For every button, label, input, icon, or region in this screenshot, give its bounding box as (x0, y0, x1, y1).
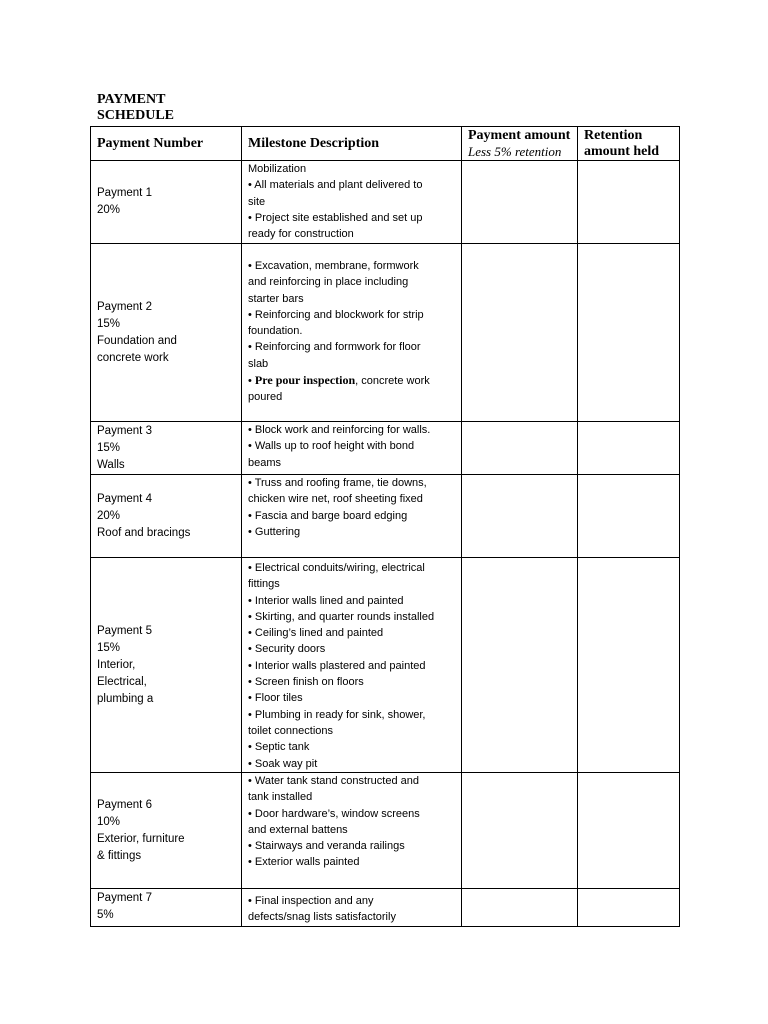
milestone-line: • Ceiling’s lined and painted (248, 627, 384, 640)
header-payment-amount (462, 127, 578, 161)
payment-amount-cell[interactable] (462, 475, 578, 558)
milestone-line: ready for construction (248, 228, 354, 241)
payment-label: Payment 6 (97, 798, 152, 811)
payment-stage: Exterior, furniture (97, 832, 185, 845)
retention-amount-cell[interactable] (578, 244, 680, 422)
milestone-line: foundation. (248, 325, 303, 338)
retention-amount-cell[interactable] (578, 773, 680, 889)
milestone-cell (242, 244, 462, 422)
payment-amount-cell[interactable] (462, 422, 578, 475)
payment-cell (91, 244, 242, 422)
milestone-line: • Floor tiles (248, 692, 303, 705)
payment-stage: Foundation and (97, 334, 177, 347)
payment-percent: 5% (97, 909, 114, 922)
table-row (91, 475, 680, 558)
milestone-line: • Interior walls plastered and painted (248, 659, 426, 672)
payment-amount-cell[interactable] (462, 773, 578, 889)
payment-label: Payment 2 (97, 300, 152, 313)
payment-amount-cell[interactable] (462, 244, 578, 422)
header-milestone-description: Milestone Description (242, 127, 462, 161)
payment-amount-cell[interactable] (462, 161, 578, 244)
pre-pour-inspection: Pre pour inspection (254, 373, 356, 388)
milestone-line: toilet connections (248, 724, 333, 737)
milestone-line: tank installed (248, 791, 313, 804)
payment-label: Payment 7 (97, 892, 152, 905)
payment-amount-cell[interactable] (462, 558, 578, 773)
milestone-line: • Project site established and set up (248, 211, 423, 224)
payment-schedule-table (90, 126, 680, 927)
payment-stage: Walls (97, 458, 125, 471)
header-retention-line-2: amount held (584, 144, 660, 159)
payment-percent: 15% (97, 317, 121, 330)
milestone-line: fittings (248, 578, 280, 591)
payment-stage: Roof and bracings (97, 526, 191, 539)
milestone-line: • Block work and reinforcing for walls. (248, 424, 431, 436)
milestone-line: • Plumbing in ready for sink, shower, (248, 708, 426, 721)
payment-cell (91, 889, 242, 927)
milestone-line: slab (248, 357, 269, 370)
table-row (91, 161, 680, 244)
milestone-line: Mobilization (248, 163, 307, 175)
milestone-line: • Interior walls lined and painted (248, 594, 404, 607)
payment-percent: 20% (97, 204, 121, 216)
payment-stage: Interior, (97, 658, 136, 671)
milestone-line: • All materials and plant delivered to (248, 179, 423, 192)
payment-cell (91, 558, 242, 773)
milestone-line (248, 250, 457, 258)
milestone-line: • Electrical conduits/wiring, electrical (248, 562, 425, 574)
milestone-line: • Reinforcing and blockwork for strip (248, 308, 424, 321)
milestone-line: • Soak way pit (248, 757, 318, 770)
bullet: • (248, 375, 255, 388)
milestone-line: • Skirting, and quarter rounds installed (248, 610, 435, 623)
header-retention-line-1: Retention (584, 128, 643, 143)
retention-amount-cell[interactable] (578, 422, 680, 475)
milestone-cell (242, 773, 462, 889)
milestone-line: • Door hardware’s, window screens (248, 807, 420, 820)
milestone-line-inspection (248, 372, 457, 389)
milestone-cell (242, 889, 462, 927)
payment-stage: concrete work (97, 351, 169, 364)
payment-stage: & fittings (97, 849, 142, 862)
table-row (91, 422, 680, 475)
milestone-line: • Water tank stand constructed and (248, 775, 419, 787)
title-line-2: SCHEDULE (97, 108, 175, 123)
milestone-line: • Walls up to roof height with bond (248, 440, 415, 453)
payment-percent: 15% (97, 641, 121, 654)
retention-amount-cell[interactable] (578, 161, 680, 244)
table-row (91, 773, 680, 889)
milestone-line: • Septic tank (248, 741, 310, 754)
payment-label: Payment 3 (97, 424, 152, 437)
payment-cell (91, 422, 242, 475)
table-row (91, 558, 680, 773)
table-row (91, 244, 680, 422)
milestone-line: • Fascia and barge board edging (248, 509, 408, 522)
milestone-line: • Exterior walls painted (248, 856, 360, 869)
milestone-cell (242, 558, 462, 773)
header-row (91, 127, 680, 161)
milestone-line: defects/snag lists satisfactorily (248, 911, 396, 924)
payment-percent: 10% (97, 815, 121, 828)
header-payment-amount-label: Payment amount (468, 128, 571, 143)
header-payment-number: Payment Number (91, 127, 242, 161)
milestone-line: and reinforcing in place including (248, 276, 409, 289)
table-row (91, 889, 680, 927)
retention-amount-cell[interactable] (578, 475, 680, 558)
retention-amount-cell[interactable] (578, 889, 680, 927)
milestone-line: site (248, 195, 266, 208)
milestone-line: chicken wire net, roof sheeting fixed (248, 493, 423, 506)
milestone-cell (242, 475, 462, 558)
milestone-line: • Security doors (248, 643, 326, 656)
payment-cell (91, 773, 242, 889)
milestone-line: beams (248, 456, 282, 469)
milestone-cell (242, 422, 462, 475)
milestone-line: poured (248, 391, 283, 404)
payment-cell (91, 161, 242, 244)
milestone-line: • Stairways and veranda railings (248, 840, 405, 853)
payment-percent: 15% (97, 441, 121, 454)
milestone-line: • Screen finish on floors (248, 676, 364, 689)
milestone-line: • Reinforcing and formwork for floor (248, 341, 421, 354)
payment-label: Payment 5 (97, 624, 152, 637)
header-payment-amount-sub: Less 5% retention (468, 144, 562, 159)
payment-percent: 20% (97, 509, 121, 522)
milestone-line: and external battens (248, 823, 348, 836)
payment-amount-cell[interactable] (462, 889, 578, 927)
milestone-line: • Final inspection and any (248, 895, 374, 907)
document-title (97, 92, 217, 124)
milestone-line: starter bars (248, 292, 304, 305)
payment-cell (91, 475, 242, 558)
milestone-line: • Guttering (248, 525, 301, 538)
header-retention-amount (578, 127, 680, 161)
payment-label: Payment 4 (97, 492, 152, 505)
payment-label: Payment 1 (97, 187, 152, 199)
milestone-line: • Excavation, membrane, formwork (248, 260, 419, 272)
payment-stage: plumbing a (97, 692, 154, 705)
title-line-1: PAYMENT (97, 92, 166, 107)
milestone-line: • Truss and roofing frame, tie downs, (248, 477, 427, 489)
retention-amount-cell[interactable] (578, 558, 680, 773)
milestone-rest: , concrete work (355, 375, 430, 388)
payment-stage: Electrical, (97, 675, 147, 688)
milestone-cell (242, 161, 462, 244)
